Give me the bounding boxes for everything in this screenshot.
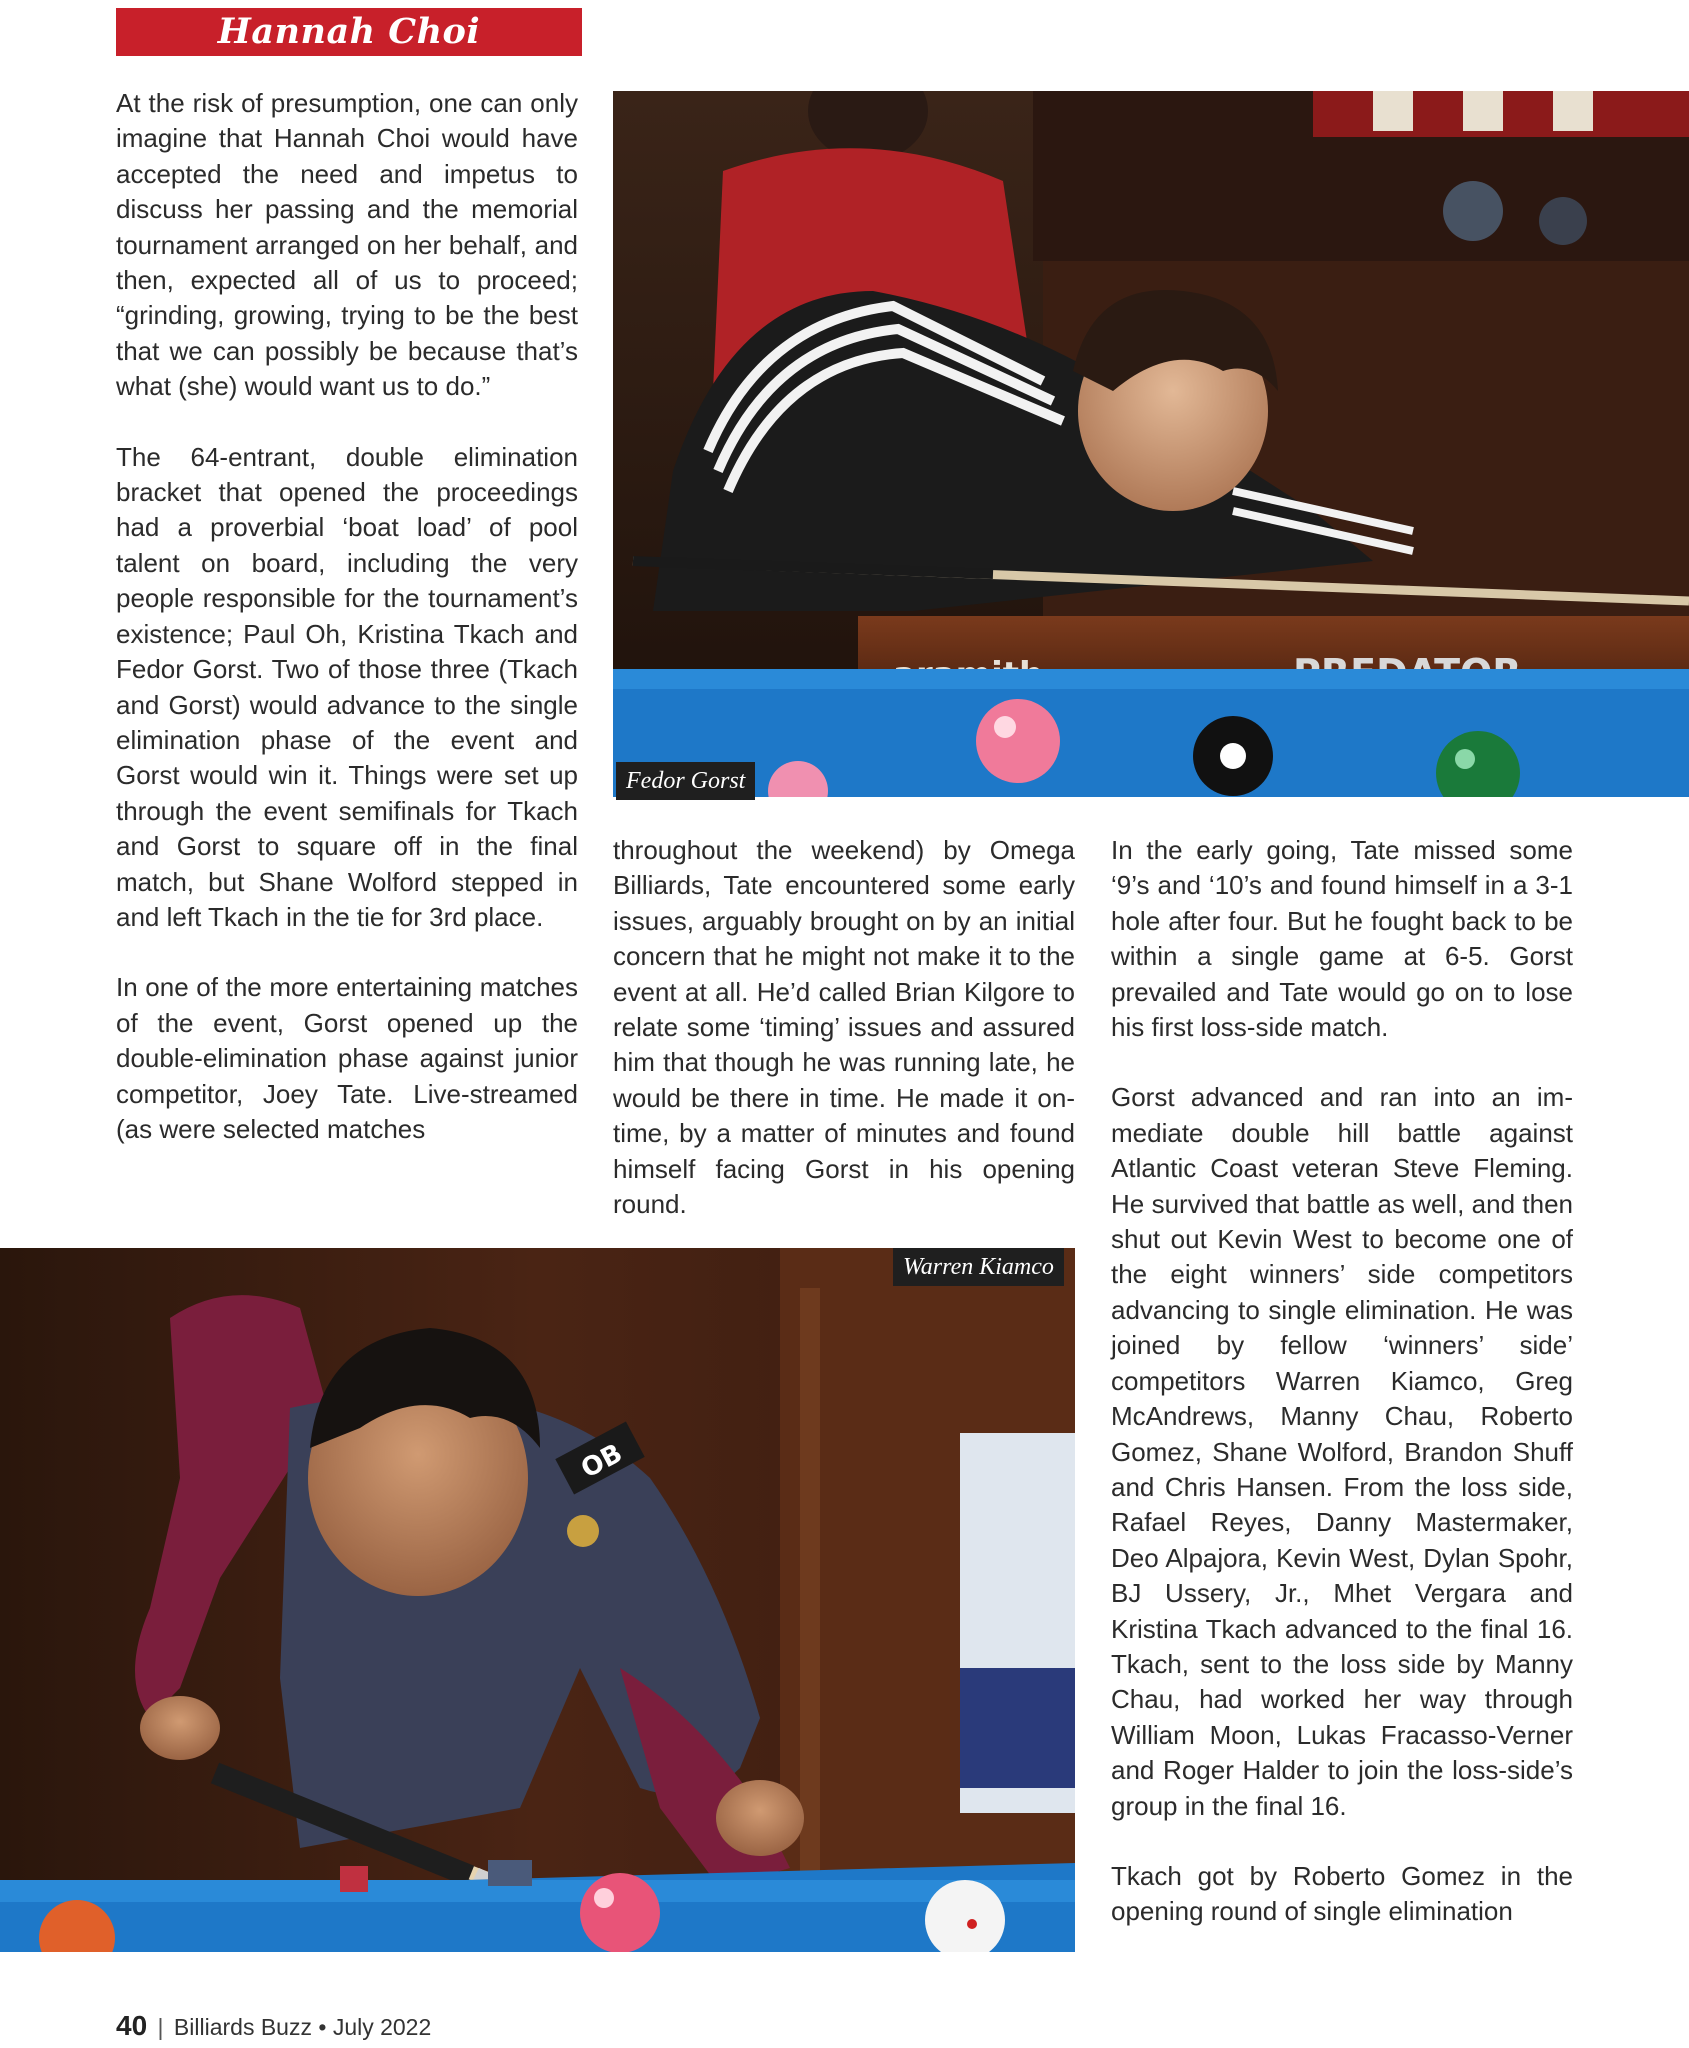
page-footer (116, 2010, 431, 2042)
issue-date: July 2022 (332, 2014, 432, 2040)
article-column-left (116, 86, 578, 1147)
paragraph: Gorst advanced and ran into an immediate double hill battle against Atlantic Coast veteran Steve Fleming. He survived that battle as well, and then shut out Kevin West to become one of the eight winners’ side competitors advancing to single elimination. He was joined by fellow ‘winners’ side’ competitors Warren Kiamco, Greg McAndrews, Manny Chau, Roberto Gomez, Shane Wolford, Brandon Shuff and Chris Hansen. From the loss side, Rafael Reyes, Danny Mastermaker, Deo Alpajora, Kevin West, Dylan Spohr, BJ Ussery, Jr., Mhet Vergara and Kristina Tkach advanced to the final 16. Tkach, sent to the loss side by Manny Chau, had worked her way through William Moon, Lukas Fracasso-Verner and Roger Halder to join the loss-side’s group in the final 16. (1111, 1082, 1573, 1821)
jersey-patch-text: OB (576, 1438, 628, 1485)
footer-bullet: • (318, 2014, 327, 2040)
paragraph: At the risk of presumption, one can only imagine that Hannah Choi would have accepted the need and impetus to discuss her passing and the memorial tournament arranged on her behalf, and then, expected all of us to proceed; “grinding, growing, trying to be the best that we can possibly be because that’s what (she) would want us to do.” (116, 88, 578, 402)
photo-fedor-gorst (613, 91, 1689, 797)
paragraph: Tkach got by Roberto Gomez in the opening round of single elimination (1111, 1860, 1573, 1927)
paragraph: In one of the more entertaining matches of the event, Gorst opened up the double-elimination phase against junior competitor, Joey Tate. Live-streamed (as were selected matches (116, 972, 578, 1144)
photo-caption: Warren Kiamco (893, 1248, 1064, 1286)
footer-separator: | (157, 2014, 164, 2040)
photo-warren-kiamco (0, 1248, 1075, 1952)
photo-caption: Fedor Gorst (616, 762, 755, 800)
article-column-right (1111, 833, 1573, 1930)
page-number: 40 (116, 2010, 148, 2041)
paragraph: In the early going, Tate missed some ‘9’s and ‘10’s and found himself in a 3-1 hole after four. But he fought back to be within a single game at 6-5. Gorst prevailed and Tate would go on to lose his first loss-side match. (1111, 835, 1573, 1043)
paragraph: throughout the weekend) by Omega Billiards, Tate encountered some early issues, arguably brought on by an initial concern that he might not make it to the event at all. He’d called Brian Kilgore to relate some ‘timing’ issues and assured him that though he was running late, he would be there in time. He made it on-time, by a matter of minutes and found himself facing Gorst in his opening round. (613, 835, 1075, 1220)
paragraph: The 64-entrant, double elimination bracket that opened the proceedings had a proverbial ‘boat load’ of pool talent on board, including the very people responsible for the tournament’s existence; Paul Oh, Kristina Tkach and Fedor Gorst. Two of those three (Tkach and Gorst) would advance to the single elimination phase of the event and Gorst would win it. Things were set up through the event semifinals for Tkach and Gorst to square off in the final match, but Shane Wolford stepped in and left Tkach in the tie for 3rd place. (116, 441, 578, 932)
magazine-name: Billiards Buzz (173, 2014, 312, 2040)
article-column-middle (613, 833, 1075, 1222)
section-title: Hannah Choi Memorial (116, 8, 582, 56)
